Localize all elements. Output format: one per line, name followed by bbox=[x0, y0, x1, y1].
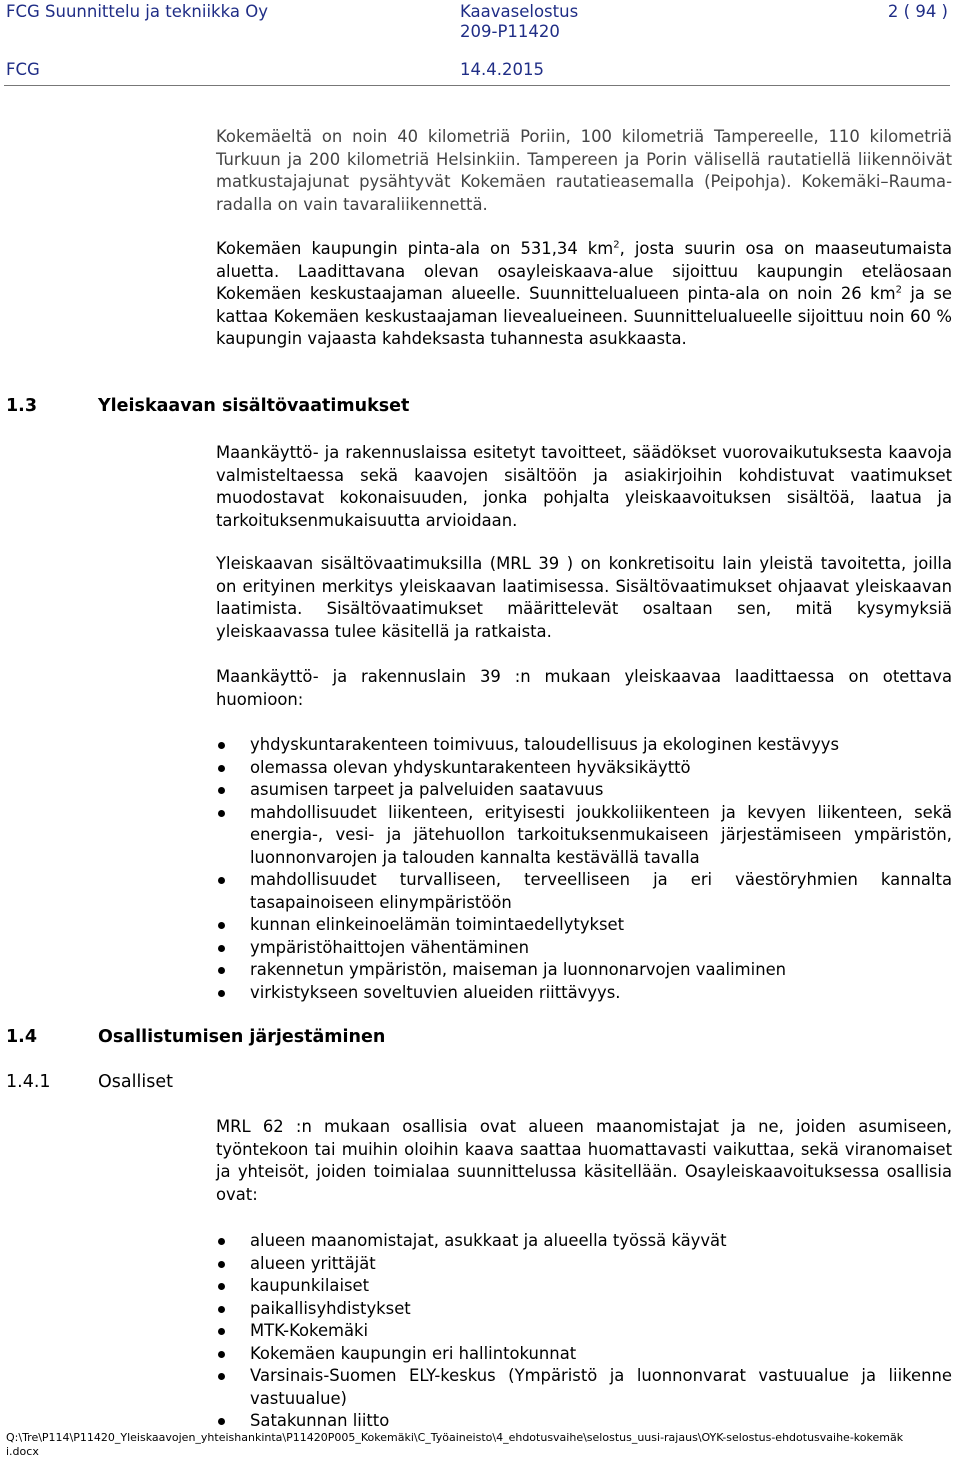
list-item: mahdollisuudet liikenteen, erityisesti joukkoliikenteen ja kevyen liikenteen, sekä energia-, vesi- ja jätehuollon tarkoituksenmukaiseen järjestämiseen ympäristön, luonnonvarojen ja talouden kannalta kestävällä tavalla bbox=[216, 802, 952, 870]
section-heading-1-4-1: 1.4.1 Osalliset bbox=[6, 1072, 173, 1092]
section-heading-1-4: 1.4 Osallistumisen järjestäminen bbox=[6, 1027, 386, 1047]
section-1-4-1-paragraph: MRL 62 :n mukaan osallisia ovat alueen maanomistajat ja ne, joiden asumiseen, työntekoon tai muihin oloihin kaava saattaa huomattavasti vaikuttaa, sekä viranomaiset ja yhteisöt, joiden toimialaa suunnittelussa käsitellään. Osayleiskaavoituksessa osallisia ovat: bbox=[216, 1117, 952, 1204]
intro-paragraph-1 bbox=[216, 126, 952, 216]
list-item: mahdollisuudet turvalliseen, terveelliseen ja eri väestöryhmien kannalta tasapainoiseen elinympäristöön bbox=[216, 869, 952, 914]
list-item: ympäristöhaittojen vähentäminen bbox=[216, 937, 952, 960]
section-1-3-paragraph-3: Maankäyttö- ja rakennuslain 39 :n mukaan yleiskaavaa laadittaessa on otettava huomioon: bbox=[216, 667, 952, 709]
section-heading-1-3: 1.3 Yleiskaavan sisältövaatimukset bbox=[6, 396, 410, 416]
header-page-number: 2 ( 94 ) bbox=[887, 2, 948, 21]
section-1-3-paragraph-2: Yleiskaavan sisältövaatimuksilla (MRL 39 ) on konkretisoitu lain yleistä tavoitetta, joilla on erityinen merkitys yleiskaavan laatimisessa. Sisältövaatimukset ohjaavat yleiskaavan laatimista. Sisältövaatimukset määrittelevät osaltaan sen, mitä kysymyksiä yleiskaavassa tulee käsitellä ja ratkaista. bbox=[216, 554, 952, 641]
list-item: paikallisyhdistykset bbox=[216, 1298, 952, 1321]
header-project-code: 209-P11420 bbox=[460, 22, 560, 41]
list-item: alueen yrittäjät bbox=[216, 1253, 952, 1276]
intro-paragraph-2 bbox=[216, 238, 952, 351]
section-1-3-list bbox=[216, 734, 952, 1004]
list-item: asumisen tarpeet ja palveluiden saatavuus bbox=[216, 779, 952, 802]
list-item: Satakunnan liitto bbox=[216, 1410, 952, 1433]
list-item: alueen maanomistajat, asukkaat ja alueella työssä käyvät bbox=[216, 1230, 952, 1253]
list-item: yhdyskuntarakenteen toimivuus, taloudellisuus ja ekologinen kestävyys bbox=[216, 734, 952, 757]
list-item: rakennetun ympäristön, maiseman ja luonnonarvojen vaaliminen bbox=[216, 959, 952, 982]
intro-text-1: Kokemäeltä on noin 40 kilometriä Poriin, 100 kilometriä Tampereelle, 110 kilometriä Turkuun ja 200 kilometriä Helsinkiin. Tampereen ja Porin välisellä rautatiellä liikennöivät matkustajajunat pysähtyvät Kokemäen rautatieasemalla (Peipohja). Kokemäki–Rauma-radalla on vain tavaraliikennettä. bbox=[216, 127, 952, 214]
list-item: Varsinais-Suomen ELY-keskus (Ympäristö ja luonnonvarat vastuualue ja liikenne vastuualue) bbox=[216, 1365, 952, 1410]
list-item: MTK-Kokemäki bbox=[216, 1320, 952, 1343]
section-1-4-1-list bbox=[216, 1230, 952, 1433]
header-short-name: FCG bbox=[6, 60, 40, 79]
list-item: virkistykseen soveltuvien alueiden riittävyys. bbox=[216, 982, 952, 1005]
footer-file-path: Q:\Tre\P114\P11420_Yleiskaavojen_yhteishankinta\P11420P005_Kokemäki\C_Työaineisto\4_ehdotusvaihe\selostus_uusi-rajaus\OYK-selostus-ehdotusvaihe-kokemäki.docx bbox=[6, 1431, 904, 1458]
header-date: 14.4.2015 bbox=[460, 60, 544, 79]
list-item: Kokemäen kaupungin eri hallintokunnat bbox=[216, 1343, 952, 1366]
intro-text-2: Kokemäen kaupungin pinta-ala on 531,34 $km^2$, josta suurin osa on maaseutumaista aluetta. Laadittavana olevan osayleiskaava-alue sijoittuu kaupungin eteläosaan Kokemäen keskustaajaman alueelle. Suunnittelualueen pinta-ala on noin 26 $km^2$ ja se kattaa Kokemäen keskustaajaman lievealueineen. Suunnittelualueelle sijoittuu noin 60 % kaupungin vajaasta kahdeksasta tuhannesta asukkaasta. bbox=[216, 239, 952, 348]
list-item: olemassa olevan yhdyskuntarakenteen hyväksikäyttö bbox=[216, 757, 952, 780]
list-item: kunnan elinkeinoelämän toimintaedellytykset bbox=[216, 914, 952, 937]
header-company: FCG Suunnittelu ja tekniikka Oy bbox=[6, 2, 268, 21]
list-item: kaupunkilaiset bbox=[216, 1275, 952, 1298]
header-doc-type: Kaavaselostus bbox=[460, 2, 579, 21]
section-1-3-paragraph-1: Maankäyttö- ja rakennuslaissa esitetyt tavoitteet, säädökset vuorovaikutuksesta kaavoja valmisteltaessa sekä kaavojen sisältöön ja asiakirjoihin kohdistuvat vaatimukset muodostavat kokonaisuuden, jonka pohjalta yleiskaavoituksen sisältöä, laatua ja tarkoituksenmukaisuutta arvioidaan. bbox=[216, 443, 952, 530]
header-divider bbox=[4, 85, 950, 86]
